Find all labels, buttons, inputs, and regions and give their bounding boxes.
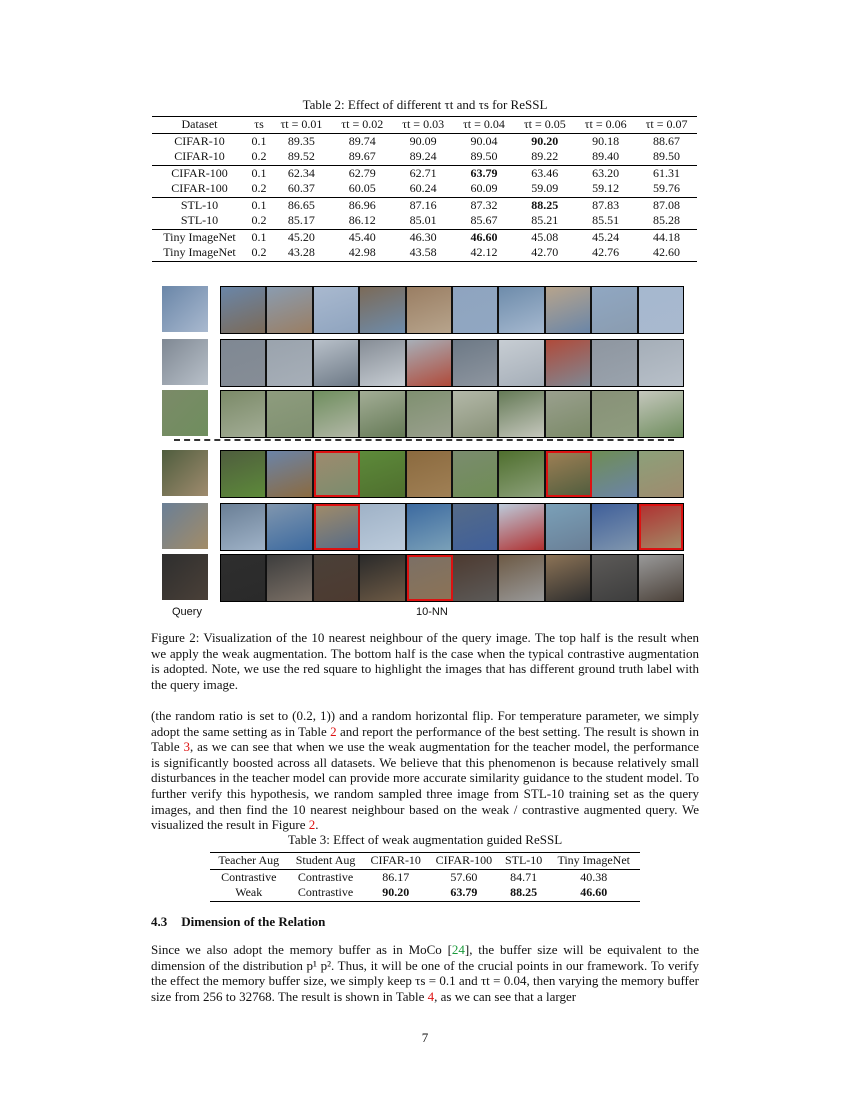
neighbour-image bbox=[407, 340, 453, 386]
text-span: . bbox=[315, 817, 319, 833]
table2-cell: 60.24 bbox=[409, 181, 437, 195]
table2-row bbox=[152, 245, 697, 261]
neighbour-image bbox=[360, 504, 406, 550]
table3-header: STL-10 bbox=[504, 853, 543, 867]
table2-header: τt = 0.04 bbox=[462, 117, 505, 131]
table2-cell: 63.20 bbox=[592, 165, 620, 180]
table2-cell: 0.2 bbox=[251, 213, 267, 227]
table2-row bbox=[152, 149, 697, 165]
neighbour-image bbox=[639, 504, 683, 550]
figure2 bbox=[162, 284, 684, 620]
text-span: and report the performance of the best setting. The result is shown in Table bbox=[151, 723, 700, 755]
neighbour-image bbox=[546, 391, 592, 437]
table3-cell: 63.79 bbox=[450, 885, 478, 899]
table3-header: Student Aug bbox=[295, 853, 356, 867]
table2-row bbox=[152, 213, 697, 229]
neighbour-image bbox=[407, 391, 453, 437]
table2-cell: 46.30 bbox=[409, 229, 437, 244]
table2-header: τt = 0.03 bbox=[402, 117, 445, 131]
table2-row bbox=[152, 197, 697, 213]
table2-cell: 62.71 bbox=[409, 165, 437, 180]
neighbour-image bbox=[592, 451, 638, 497]
table3-cell: 84.71 bbox=[510, 869, 538, 884]
query-image bbox=[162, 503, 208, 549]
table3-header-row bbox=[210, 853, 640, 870]
section-title: Dimension of the Relation bbox=[181, 914, 326, 929]
neighbour-image bbox=[592, 504, 638, 550]
table3-header: Tiny ImageNet bbox=[557, 853, 630, 867]
table2-cell: 63.79 bbox=[470, 165, 498, 180]
table3-cell: Contrastive bbox=[297, 885, 354, 899]
table2-cell: 90.04 bbox=[470, 133, 498, 148]
neighbour-image bbox=[639, 340, 683, 386]
table2-cell: 42.60 bbox=[653, 245, 681, 259]
text-span: , as we can see that a larger bbox=[434, 988, 577, 1004]
text-span: ], the buffer size will be equivalent to the dimension of the distribution p¹ p². Thus, it will be one of the crucial points in our framework. To verify the effect the memory buffer size, we simply keep τs = 0.1 and τt = 0.04, then varying the memory buffer size from 256 to 32768. The result is shown in Table bbox=[151, 942, 700, 1004]
neighbour-image bbox=[407, 451, 453, 497]
figure-label-query: Query bbox=[172, 606, 202, 618]
table2-cell: CIFAR-10 bbox=[174, 149, 225, 163]
table2-cell: 45.20 bbox=[287, 229, 315, 244]
table3-cell: 57.60 bbox=[450, 869, 478, 884]
table2-cell: 0.1 bbox=[251, 229, 267, 244]
neighbour-strip bbox=[220, 450, 684, 498]
table2-cell: 88.67 bbox=[653, 133, 681, 148]
table2-cell: STL-10 bbox=[180, 213, 219, 227]
table2-header: τt = 0.05 bbox=[523, 117, 566, 131]
table2-cell: 60.37 bbox=[287, 181, 315, 195]
table2-header: τt = 0.07 bbox=[645, 117, 688, 131]
neighbour-image bbox=[639, 287, 683, 333]
table2-cell: 45.24 bbox=[592, 229, 620, 244]
table2-header: Dataset bbox=[181, 117, 218, 131]
neighbour-image bbox=[407, 287, 453, 333]
table3-cell: 86.17 bbox=[382, 869, 410, 884]
table2-cell: 89.35 bbox=[287, 133, 315, 148]
neighbour-image bbox=[221, 451, 267, 497]
figure-label-10nn: 10-NN bbox=[416, 606, 448, 618]
neighbour-image bbox=[267, 555, 313, 601]
table3-header: CIFAR-10 bbox=[370, 853, 421, 867]
section-number: 4.3 bbox=[151, 914, 168, 929]
table2-cell: 42.98 bbox=[348, 245, 376, 259]
neighbour-image bbox=[407, 504, 453, 550]
neighbour-image bbox=[546, 287, 592, 333]
table2-cell: 87.32 bbox=[470, 197, 498, 212]
neighbour-image bbox=[267, 391, 313, 437]
neighbour-image bbox=[499, 451, 545, 497]
table2-cell: 89.22 bbox=[531, 149, 559, 163]
neighbour-image bbox=[221, 391, 267, 437]
table2-cell: 89.24 bbox=[409, 149, 437, 163]
table2 bbox=[152, 116, 697, 262]
table2-cell: 87.16 bbox=[409, 197, 437, 212]
section-heading bbox=[151, 914, 325, 930]
table2-cell: 89.74 bbox=[348, 133, 376, 148]
neighbour-image bbox=[360, 555, 406, 601]
table2-header: τt = 0.06 bbox=[584, 117, 627, 131]
table2-cell: 42.70 bbox=[531, 245, 559, 259]
table2-cell: Tiny ImageNet bbox=[163, 229, 236, 244]
table3-cell: 46.60 bbox=[580, 885, 608, 899]
table2-cell: 42.12 bbox=[470, 245, 498, 259]
table2-cell: 46.60 bbox=[470, 229, 498, 244]
table2-cell: Tiny ImageNet bbox=[163, 245, 236, 259]
table-ref-link[interactable]: 2 bbox=[330, 723, 337, 739]
neighbour-image bbox=[453, 504, 499, 550]
text-span: Since we also adopt the memory buffer as in MoCo [ bbox=[151, 942, 452, 957]
table2-cell: 89.40 bbox=[592, 149, 620, 163]
table2-cell: 0.1 bbox=[251, 165, 267, 180]
neighbour-strip bbox=[220, 390, 684, 438]
neighbour-image bbox=[453, 391, 499, 437]
table2-header: τs bbox=[254, 117, 264, 131]
table2-cell: 43.28 bbox=[287, 245, 315, 259]
table2-cell: 0.1 bbox=[251, 133, 267, 148]
table2-row bbox=[152, 229, 697, 245]
table-ref-link[interactable]: 4 bbox=[427, 988, 435, 1004]
neighbour-image bbox=[639, 555, 683, 601]
neighbour-image bbox=[453, 340, 499, 386]
neighbour-image bbox=[221, 340, 267, 386]
table2-cell: 60.09 bbox=[470, 181, 498, 195]
neighbour-image bbox=[546, 451, 592, 497]
table3-cell: 88.25 bbox=[510, 885, 538, 899]
table2-cell: 0.2 bbox=[251, 181, 267, 195]
neighbour-image bbox=[453, 287, 499, 333]
table2-cell: 90.09 bbox=[409, 133, 437, 148]
table2-row bbox=[152, 181, 697, 197]
table2-cell: 85.67 bbox=[470, 213, 498, 227]
table2-header: τt = 0.01 bbox=[280, 117, 323, 131]
table2-cell: 86.65 bbox=[287, 197, 315, 212]
query-image bbox=[162, 390, 208, 436]
table2-cell: 0.2 bbox=[251, 149, 267, 163]
table2-header-row bbox=[152, 117, 697, 134]
table2-cell: 90.20 bbox=[531, 133, 559, 148]
table2-cell: 59.76 bbox=[653, 181, 681, 195]
neighbour-image bbox=[267, 451, 313, 497]
table2-cell: 89.67 bbox=[348, 149, 376, 163]
table3-caption: Table 3: Effect of weak augmentation guided ReSSL bbox=[287, 832, 563, 847]
query-image bbox=[162, 450, 208, 496]
table2-cell: 0.2 bbox=[251, 245, 267, 259]
neighbour-image bbox=[499, 391, 545, 437]
table2-body bbox=[152, 133, 697, 261]
table2-caption: Table 2: Effect of different τt and τs for ReSSL bbox=[302, 97, 548, 112]
neighbour-image bbox=[360, 391, 406, 437]
neighbour-image bbox=[314, 391, 360, 437]
neighbour-strip bbox=[220, 554, 684, 602]
table2-row bbox=[152, 133, 697, 149]
neighbour-image bbox=[221, 504, 267, 550]
table2-cell: 87.83 bbox=[592, 197, 620, 212]
table2-cell: 85.17 bbox=[287, 213, 315, 227]
neighbour-image bbox=[314, 340, 360, 386]
table3-cell: Contrastive bbox=[297, 869, 354, 884]
table2-cell: 44.18 bbox=[653, 229, 681, 244]
table2-cell: 87.08 bbox=[653, 197, 681, 212]
neighbour-image bbox=[639, 391, 683, 437]
table2-cell: 60.05 bbox=[348, 181, 376, 195]
table3-header: Teacher Aug bbox=[218, 853, 280, 867]
neighbour-image bbox=[546, 340, 592, 386]
table2-cell: 85.28 bbox=[653, 213, 681, 227]
table2-cell: 59.09 bbox=[531, 181, 559, 195]
table2-cell: 89.50 bbox=[470, 149, 498, 163]
table3-cell: Weak bbox=[235, 885, 263, 899]
neighbour-strip bbox=[220, 286, 684, 334]
body-paragraph bbox=[151, 708, 699, 833]
text-span: (the random ratio is set to (0.2, 1)) and a random horizontal flip. For temperature parameter, we simply adopt the same setting as in Table bbox=[151, 708, 699, 739]
neighbour-image bbox=[360, 451, 406, 497]
table2-cell: 86.96 bbox=[348, 197, 376, 212]
table3-cell: 40.38 bbox=[580, 869, 608, 884]
neighbour-image bbox=[592, 287, 638, 333]
table2-cell: 45.40 bbox=[348, 229, 376, 244]
neighbour-image bbox=[592, 555, 638, 601]
neighbour-image bbox=[499, 555, 545, 601]
neighbour-image bbox=[453, 451, 499, 497]
separator-dashed-line bbox=[174, 439, 674, 441]
table2-cell: 61.31 bbox=[653, 165, 681, 180]
neighbour-image bbox=[267, 287, 313, 333]
figure2-caption: Figure 2: Visualization of the 10 nearest neighbour of the query image. The top half is the result when we apply the weak augmentation. The bottom half is the case when the typical contrastive augmentation is adopted. Note, we use the red square to highlight the images that has different ground truth label with the query image. bbox=[151, 630, 699, 692]
table2-cell: 86.12 bbox=[348, 213, 376, 227]
neighbour-image bbox=[499, 504, 545, 550]
table2-cell: 42.76 bbox=[592, 245, 620, 259]
neighbour-image bbox=[314, 555, 360, 601]
query-image bbox=[162, 339, 208, 385]
table2-cell: 63.46 bbox=[531, 165, 559, 180]
page-number: 7 bbox=[421, 1030, 429, 1045]
table2-cell: 62.34 bbox=[287, 165, 315, 180]
table3 bbox=[210, 852, 640, 902]
neighbour-image bbox=[360, 340, 406, 386]
table-ref-link[interactable]: 3 bbox=[183, 739, 191, 755]
table2-cell: 85.21 bbox=[531, 213, 559, 227]
query-image bbox=[162, 286, 208, 332]
neighbour-strip bbox=[220, 339, 684, 387]
neighbour-image bbox=[592, 391, 638, 437]
neighbour-image bbox=[546, 504, 592, 550]
table3-header: CIFAR-100 bbox=[435, 853, 493, 867]
table3-cell: Contrastive bbox=[221, 869, 277, 884]
neighbour-image bbox=[453, 555, 499, 601]
table2-cell: 59.12 bbox=[592, 181, 620, 195]
table2-cell: 45.08 bbox=[531, 229, 559, 244]
table2-cell: 89.52 bbox=[287, 149, 315, 163]
table2-cell: 88.25 bbox=[531, 197, 559, 212]
table2-cell: 62.79 bbox=[348, 165, 376, 180]
table3-cell: 90.20 bbox=[382, 885, 410, 899]
table3-row bbox=[210, 885, 640, 901]
neighbour-image bbox=[499, 287, 545, 333]
citation-link[interactable]: 24 bbox=[451, 942, 465, 957]
neighbour-image bbox=[499, 340, 545, 386]
table2-header: τt = 0.02 bbox=[341, 117, 384, 131]
neighbour-image bbox=[267, 340, 313, 386]
table2-cell: 0.1 bbox=[251, 197, 267, 212]
table2-cell: CIFAR-100 bbox=[171, 181, 228, 195]
table2-cell: CIFAR-100 bbox=[171, 165, 228, 180]
neighbour-image bbox=[221, 555, 267, 601]
neighbour-image bbox=[639, 451, 683, 497]
table2-cell: STL-10 bbox=[180, 197, 219, 212]
neighbour-image bbox=[360, 287, 406, 333]
neighbour-image bbox=[221, 287, 267, 333]
table2-cell: 85.01 bbox=[409, 213, 437, 227]
table3-row bbox=[210, 869, 640, 885]
figure-ref-link[interactable]: 2 bbox=[308, 817, 316, 833]
neighbour-strip bbox=[220, 503, 684, 551]
text-span: , as we can see that when we use the weak augmentation for the teacher model, the performance is significantly boosted across all datasets. We believe that this phenomenon is because relatively small disturbances in the teacher model can provide more accurate similarity guidance to the student model. To further verify this hypothesis, we random sampled three image from STL-10 training set as the query images, and then find the 10 nearest neighbour based on the weak / contrastive augmented query. We visualized the result in Figure bbox=[151, 739, 699, 833]
neighbour-image bbox=[314, 504, 360, 550]
neighbour-image bbox=[407, 555, 453, 601]
neighbour-image bbox=[592, 340, 638, 386]
table2-row bbox=[152, 165, 697, 181]
neighbour-image bbox=[314, 287, 360, 333]
section-paragraph bbox=[151, 942, 699, 1004]
neighbour-image bbox=[546, 555, 592, 601]
table2-cell: 43.58 bbox=[409, 245, 437, 259]
neighbour-image bbox=[267, 504, 313, 550]
table2-cell: CIFAR-10 bbox=[174, 133, 225, 148]
neighbour-image bbox=[314, 451, 360, 497]
table2-cell: 89.50 bbox=[653, 149, 681, 163]
query-image bbox=[162, 554, 208, 600]
table2-cell: 85.51 bbox=[592, 213, 620, 227]
table2-cell: 90.18 bbox=[592, 133, 620, 148]
